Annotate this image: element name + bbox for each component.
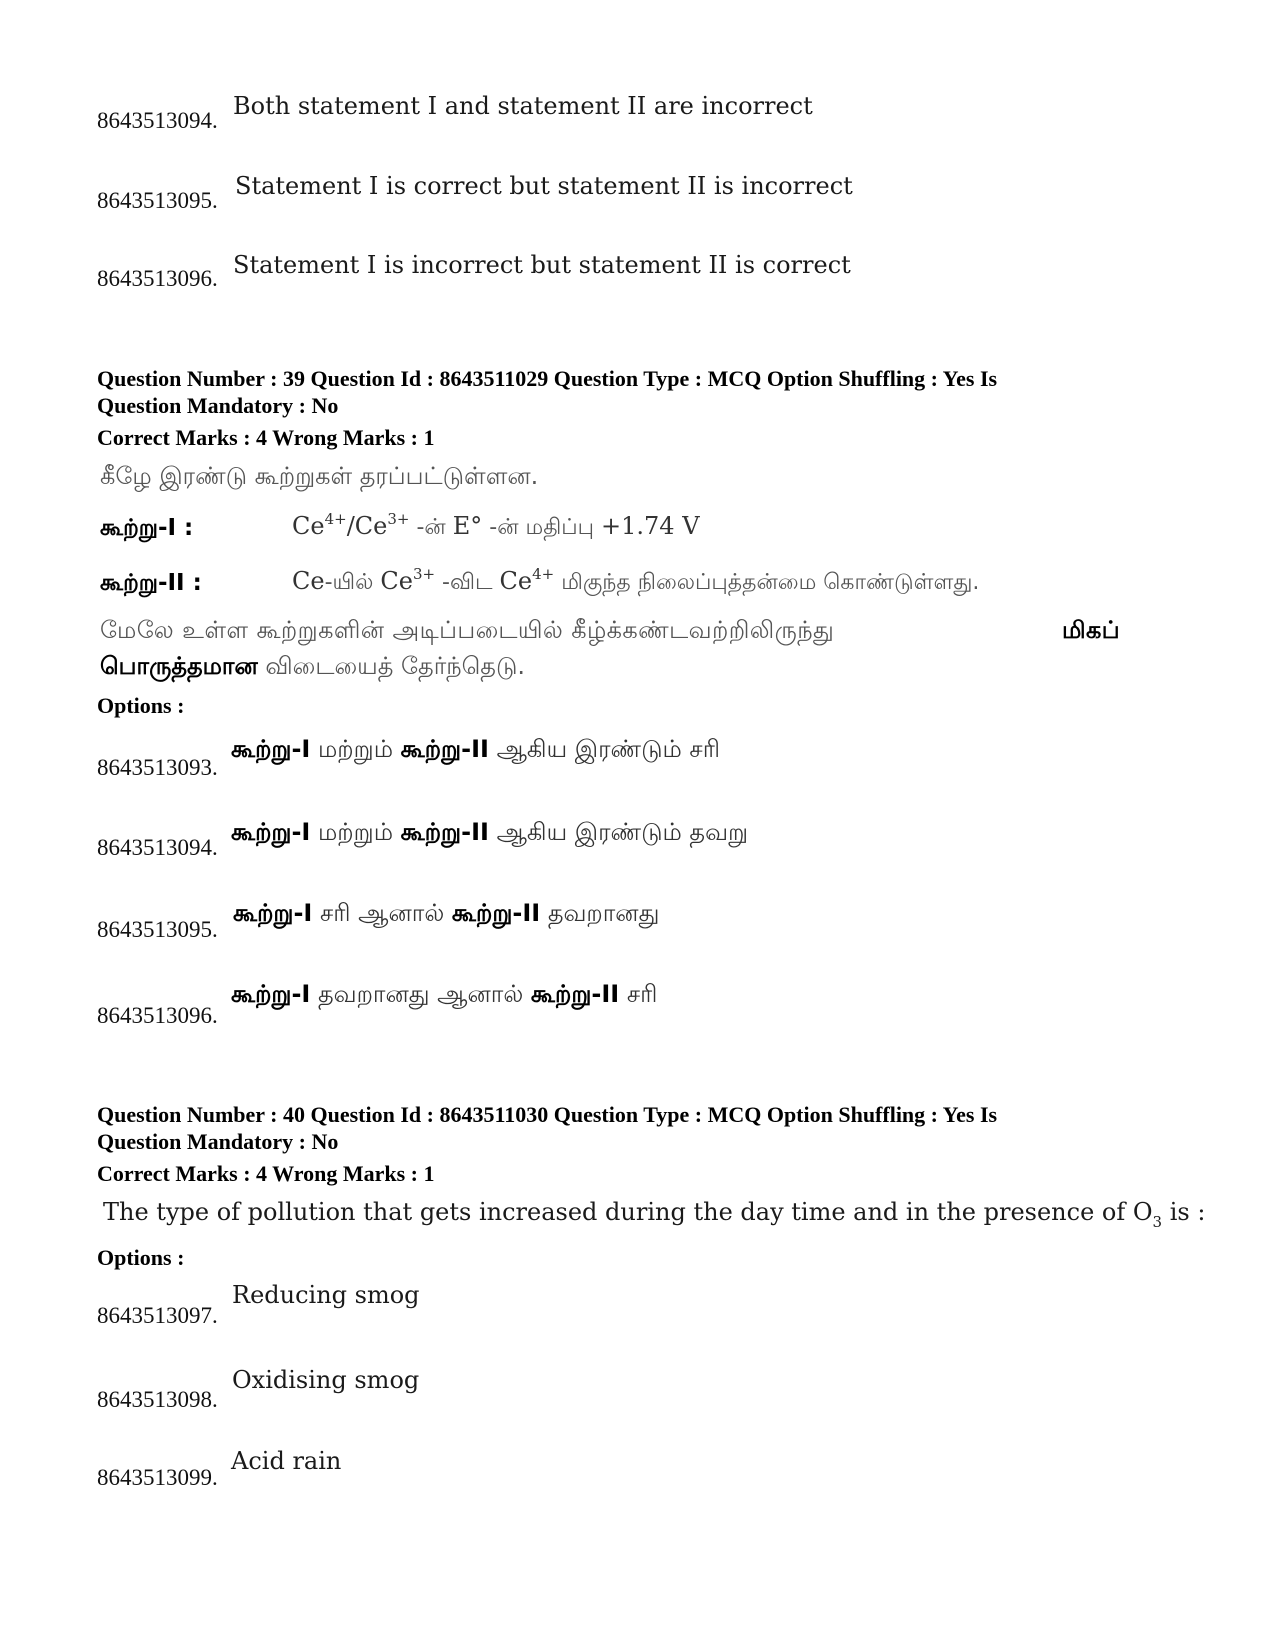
- question-header: Question Number : 40 Question Id : 8643511030 Question Type : MCQ Option Shuffling : Yes Is: [97, 1102, 998, 1127]
- marks-info: Correct Marks : 4 Wrong Marks : 1: [97, 1161, 435, 1186]
- marks-info: Correct Marks : 4 Wrong Marks : 1: [97, 425, 435, 450]
- statement-2-text: Ce-யில் $Ce^{3+}$ -விட $Ce^{4+}$ மிகுந்த நிலைப்புத்தன்மை கொண்டுள்ளது.: [292, 565, 980, 595]
- question-intro: கீழே இரண்டு கூற்றுகள் தரப்பட்டுள்ளன.: [100, 462, 539, 490]
- option-id: 8643513094.: [97, 108, 218, 133]
- option-id: 8643513093.: [97, 755, 218, 780]
- option-id: 8643513095.: [97, 917, 218, 942]
- question-header: Question Number : 39 Question Id : 8643511029 Question Type : MCQ Option Shuffling : Yes Is: [97, 366, 998, 391]
- statement-1-text: $Ce^{4+}/Ce^{3+}$ -ன் E° -ன் மதிப்பு +1.74 V: [292, 510, 700, 540]
- statement-2-label: கூற்று-II :: [100, 570, 202, 596]
- option-text: கூற்று-I சரி ஆனால் கூற்று-II தவறானது: [233, 899, 660, 927]
- option-text: கூற்று-I மற்றும் கூற்று-II ஆகிய இரண்டும் தவறு: [231, 818, 749, 846]
- option-id: 8643513098.: [97, 1387, 218, 1412]
- instruction-line-1: மேலே உள்ள கூற்றுகளின் அடிப்படையில் கீழ்க்கண்டவற்றிலிருந்து மிகப்: [100, 616, 1120, 644]
- option-text: Acid rain: [231, 1447, 342, 1475]
- option-id: 8643513097.: [97, 1303, 218, 1328]
- option-text: Both statement I and statement II are incorrect: [233, 92, 813, 120]
- option-text: Statement I is correct but statement II is incorrect: [235, 172, 853, 200]
- options-label: Options :: [97, 1245, 185, 1270]
- option-text: Statement I is incorrect but statement II is correct: [233, 251, 851, 279]
- option-text: கூற்று-I மற்றும் கூற்று-II ஆகிய இரண்டும் சரி: [231, 735, 720, 763]
- question-text: The type of pollution that gets increased during the day time and in the presence of $O_3$ is :: [103, 1198, 1206, 1231]
- option-id: 8643513096.: [97, 1003, 218, 1028]
- option-id: 8643513099.: [97, 1465, 218, 1490]
- instruction-line-2: பொருத்தமான விடையைத் தேர்ந்தெடு.: [100, 652, 525, 680]
- option-text: Oxidising smog: [232, 1366, 420, 1394]
- option-id: 8643513096.: [97, 266, 218, 291]
- statement-1-label: கூற்று-I :: [100, 515, 194, 541]
- options-label: Options :: [97, 693, 185, 718]
- option-text: கூற்று-I தவறானது ஆனால் கூற்று-II சரி: [231, 980, 658, 1008]
- question-mandatory: Question Mandatory : No: [97, 393, 339, 418]
- option-text: Reducing smog: [232, 1281, 420, 1309]
- question-mandatory: Question Mandatory : No: [97, 1129, 339, 1154]
- option-id: 8643513094.: [97, 835, 218, 860]
- option-id: 8643513095.: [97, 188, 218, 213]
